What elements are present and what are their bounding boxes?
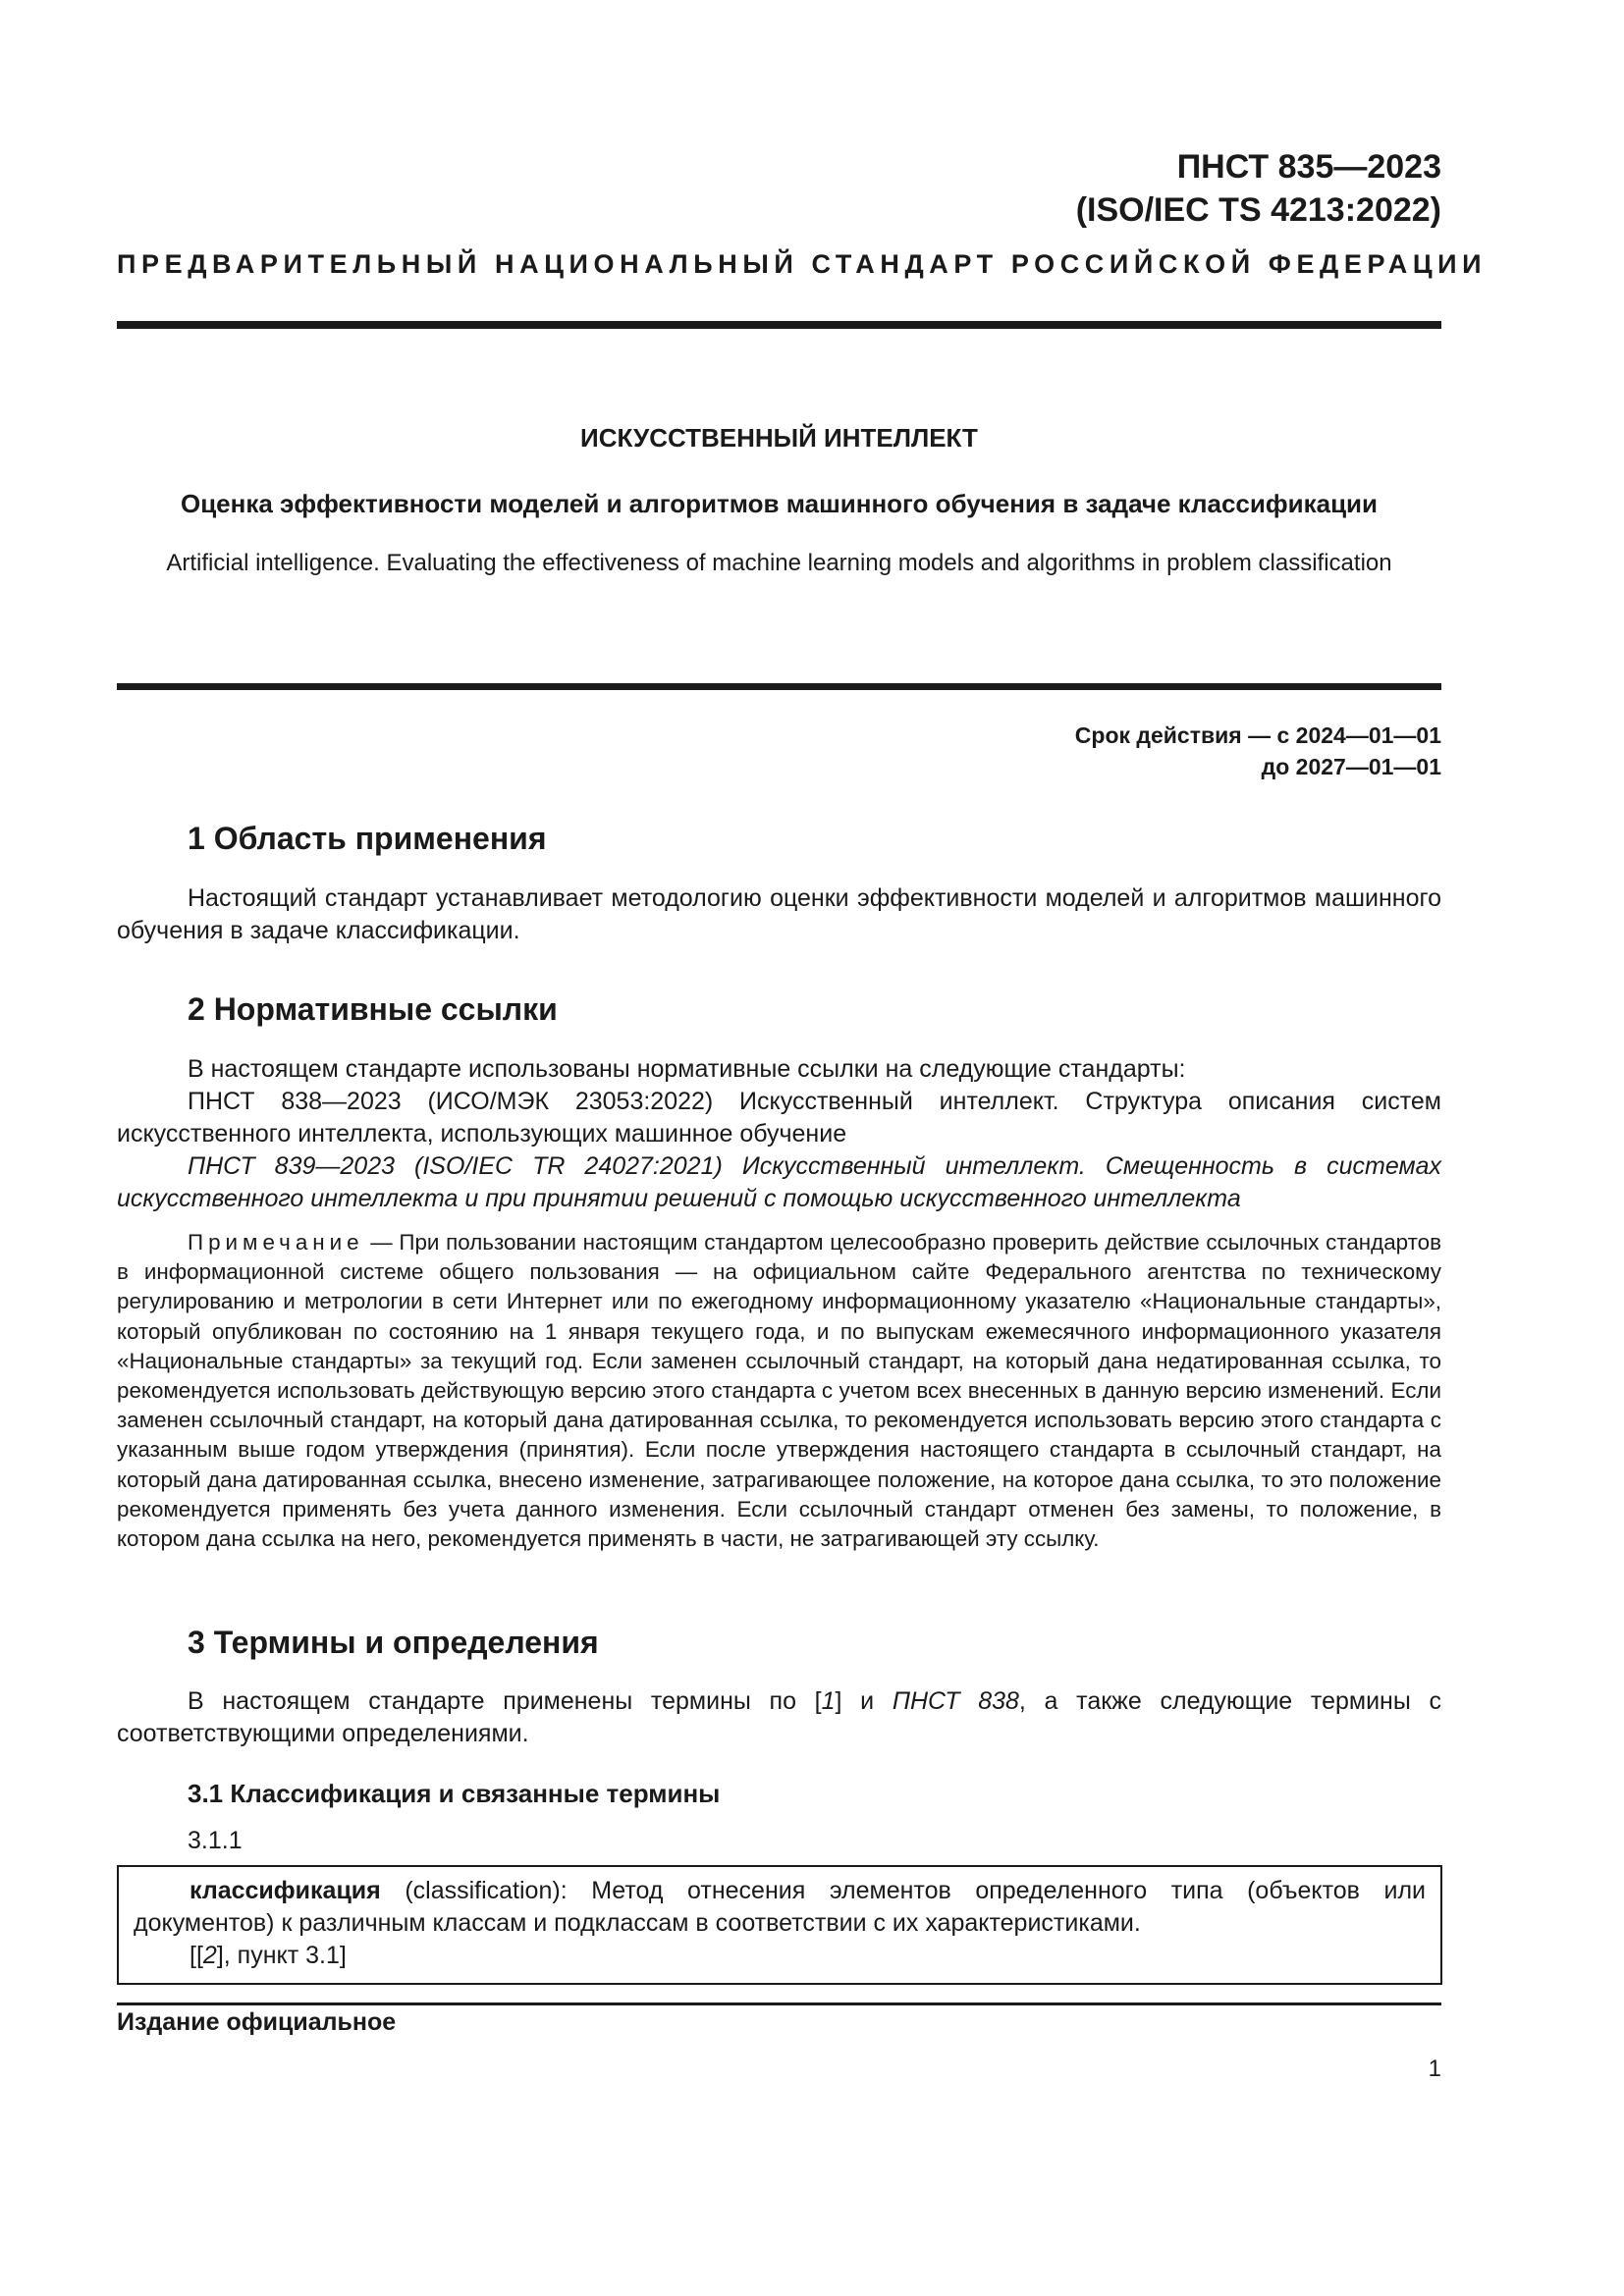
bibliography-ref-2: 2 [202,1942,217,1969]
page-number: 1 [1428,2056,1441,2082]
edition-label: Издание официальное [117,2008,397,2036]
validity-period [1075,720,1441,782]
section-3-heading: 3 Термины и определения [188,1625,599,1660]
references-note [117,1228,1441,1554]
header-rule [117,321,1441,329]
footer-rule [117,2002,1441,2005]
validity-from: Срок действия — с 2024—01—01 [1074,722,1441,748]
section-1-text [117,882,1441,947]
section-2-text [117,1053,1441,1215]
standard-code-line2: (ISO/IEC TS 4213:2022) [1075,191,1441,229]
document-title-english: Artificial intelligence. Evaluating the effectiveness of machine learning models and algorithms in problem classification [166,550,1392,576]
terms-intro [117,1685,1441,1750]
terms-intro-part: В настоящем стандарте применены термины по [ [188,1687,822,1715]
terms-intro-part: , а также следующие термины с соответствующими определениями. [117,1687,1442,1747]
validity-to: до 2027—01—01 [1261,754,1441,779]
section-2-heading: 2 Нормативные ссылки [188,991,558,1027]
term-definition [134,1875,1426,1940]
scope-paragraph: Настоящий стандарт устанавливает методологию оценки эффективности моделей и алгоритмов машинного обучения в задаче классификации. [117,884,1441,944]
document-subtitle: Оценка эффективности моделей и алгоритмов машинного обучения в задаче классификации [180,489,1379,518]
term-number: 3.1.1 [188,1827,243,1854]
term-definition-text: : Метод отнесения элементов определенного типа (объектов или документов) к различным классам и подклассам в соответствии с их характеристиками. [134,1877,1426,1937]
term: классификация [189,1877,381,1904]
reference-pnst-838: ПНСТ 838—2023 (ИСО/МЭК 23053:2022) Искусственный интеллект. Структура описания систем искусственного интеллекта, использующих машинное обучение [117,1088,1441,1148]
note-label: Примечание [188,1230,364,1255]
title-rule [117,683,1441,690]
section-3-text [117,1685,1441,1750]
section-1-heading: 1 Область применения [188,821,547,856]
term-english: (classification) [380,1877,561,1904]
standard-code [1076,145,1441,232]
subsection-3-1-heading: 3.1 Классификация и связанные термины [188,1779,721,1808]
term-source-part: ], пункт 3.1] [216,1942,347,1969]
term-source [134,1940,1426,1972]
note-text: — При пользовании настоящим стандартом целесообразно проверить действие ссылочных стандартов в информационной системе общего пользования — на официальном сайте Федерального агентства по техническому регулированию и метрологии в сети Интернет или по ежегодному информационному указателю «Национальные стандарты», который опубликован по состоянию на 1 января текущего года, и по выпускам ежемесячного информационного указателя «Национальные стандарты» за текущий год. Если заменен ссылочный стандарт, на который дана недатированная ссылка, то рекомендуется использовать действующую версию этого стандарта с учетом всех внесенных в данную версию изменений. Если заменен ссылочный стандарт, на который дана датированная ссылка, то рекомендуется использовать версию этого стандарта с указанным выше годом утверждения (принятия). Если после утверждения настоящего стандарта в ссылочный стандарт, на который дана датированная ссылка, внесено изменение, затрагивающее положение, на которое дана ссылка, то это положение рекомендуется применять без учета данного изменения. Если ссылочный стандарт отменен без замены, то положение, в котором дана ссылка на него, рекомендуется применять в части, не затрагивающей эту ссылку. [117,1230,1441,1552]
standard-type: ПРЕДВАРИТЕЛЬНЫЙ НАЦИОНАЛЬНЫЙ СТАНДАРТ РОССИЙСКОЙ ФЕДЕРАЦИИ [117,249,1488,279]
standard-code-line1: ПНСТ 835—2023 [1176,148,1441,186]
term-definition-box [117,1865,1442,1985]
term-source-part: [[ [189,1942,203,1969]
bibliography-ref-1: 1 [821,1687,836,1715]
standard-ref-pnst-838: ПНСТ 838 [892,1687,1019,1715]
document-title: ИСКУССТВЕННЫЙ ИНТЕЛЛЕКТ [580,423,978,453]
reference-pnst-839: ПНСТ 839—2023 (ISO/IEC TR 24027:2021) Искусственный интеллект. Смещенность в системах искусственного интеллекта и при принятии решений с помощью искусственного интеллекта [117,1152,1441,1212]
references-intro: В настоящем стандарте использованы нормативные ссылки на следующие стандарты: [188,1055,1186,1083]
terms-intro-part: ] и [835,1687,893,1715]
